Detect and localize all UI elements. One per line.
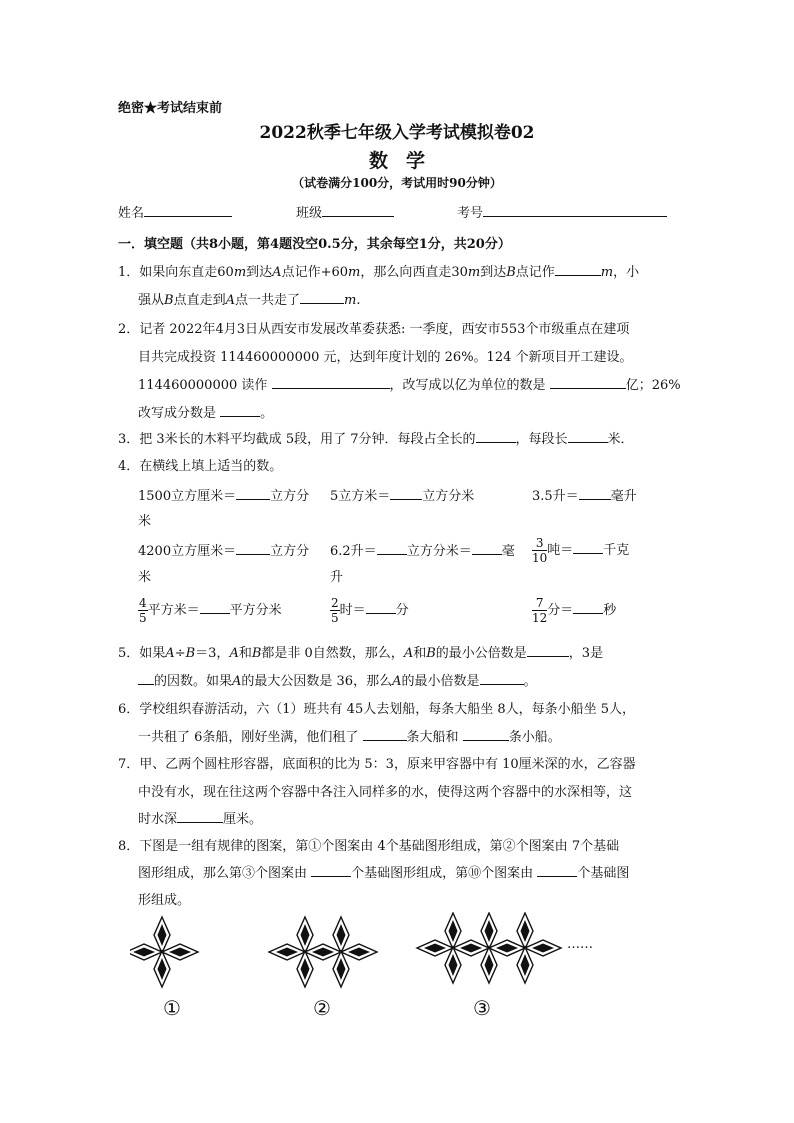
pattern-figure-3 — [417, 913, 561, 983]
q8-line3: 形组成。 — [138, 893, 191, 908]
answer-blank[interactable] — [480, 672, 524, 685]
answer-blank[interactable] — [311, 864, 351, 877]
pattern-figure-2 — [269, 917, 377, 987]
number-blank[interactable] — [483, 203, 667, 217]
answer-blank[interactable] — [363, 728, 407, 741]
fraction: $\frac{2}{5}$ — [331, 596, 339, 625]
class-blank[interactable] — [322, 203, 394, 217]
pattern-figures — [130, 912, 610, 992]
q4-r1c1: 1500立方厘米＝ 立方分 — [138, 489, 310, 504]
q4-r2c1-wrap: 米 — [138, 570, 152, 585]
answer-blank[interactable] — [272, 376, 390, 389]
fraction: $\frac{7}{12}$ — [532, 596, 548, 625]
q4-r3c1: $\frac{4}{5}$ 平方米＝ 平方分米 — [139, 596, 282, 625]
answer-blank[interactable] — [476, 430, 516, 443]
q4-r2c2: 6.2升＝ 立方分米＝ 毫 — [330, 544, 515, 559]
fraction: $\frac{4}{5}$ — [139, 596, 147, 625]
answer-blank[interactable] — [463, 728, 509, 741]
q8-line1: 8．下图是一组有规律的图案，第①个图案由 4个基础图形组成，第②个图案由 7个基础 — [118, 839, 620, 854]
subject-title: 数学 — [368, 150, 443, 172]
q6-line2: 一共租了 6条船，刚好坐满，他们租了 条大船和 条小船。 — [138, 730, 561, 745]
q5-line2: 的因数。如果A的最大公因数是 36，那么A的最小倍数是 。 — [138, 670, 537, 689]
section-heading: 一．填空题（共8小题，第4题没空0.5分，其余每空1分，共20分） — [118, 237, 511, 252]
q4-r3c3: $\frac{7}{12}$ 分＝ 秒 — [532, 596, 617, 625]
q4-r2c1: 4200立方厘米＝ 立方分 — [138, 544, 310, 559]
q5-line1: 5．如果A÷B＝3，A和B都是非 0自然数，那么，A和B的最小公倍数是 ，3是 — [118, 646, 604, 661]
answer-blank[interactable] — [200, 601, 230, 614]
q2-line1: 2．记者 2022年4月3日从西安市发展改革委获悉: 一季度，西安市553个市级重点在建项 — [118, 322, 630, 337]
answer-blank[interactable] — [177, 810, 223, 823]
answer-blank[interactable] — [568, 430, 608, 443]
answer-blank[interactable] — [377, 542, 407, 555]
answer-blank[interactable] — [236, 487, 270, 500]
confidential-mark: 绝密★考试结束前 — [118, 101, 223, 116]
q4-r2c2-wrap: 升 — [330, 570, 344, 585]
q4-r3c2: $\frac{2}{5}$ 时＝ 分 — [331, 596, 409, 625]
figure-label-2: ② — [313, 996, 331, 1020]
name-field[interactable] — [118, 202, 232, 221]
name-label: 姓名 — [118, 206, 145, 221]
q4-line1: 4．在横线上填上适当的数。 — [118, 459, 283, 474]
answer-blank[interactable] — [300, 291, 344, 304]
class-field[interactable] — [296, 202, 394, 221]
figure-label-1: ① — [163, 996, 181, 1020]
q6-line1: 6．学校组织春游活动，六（1）班共有 45人去划船，每条大船坐 8人，每条小船坐 5人， — [118, 702, 636, 717]
answer-blank[interactable] — [138, 672, 154, 685]
answer-blank[interactable] — [390, 487, 422, 500]
answer-blank[interactable] — [573, 601, 603, 614]
q1-line2: 强从B点直走到A点一共走了 m. — [138, 293, 361, 308]
number-field[interactable] — [457, 202, 667, 221]
fraction: $\frac{3}{10}$ — [532, 536, 548, 565]
figure-label-3: ③ — [473, 996, 491, 1020]
ellipsis: …… — [567, 937, 593, 952]
q7-line1: 7．甲、乙两个圆柱形容器，底面积的比为 5：3，原来甲容器中有 10厘米深的水，乙容器 — [118, 757, 636, 772]
q4-r2c3: $\frac{3}{10}$ 吨＝ 千克 — [532, 536, 630, 565]
exam-note: （试卷满分100分，考试用时90分钟） — [292, 176, 502, 190]
answer-blank[interactable] — [573, 541, 603, 554]
q2-line4: 改写成分数是 。 — [138, 406, 274, 421]
q4-r1c3: 3.5升＝ 毫升 — [532, 489, 637, 504]
q7-line3: 时水深 厘米。 — [138, 812, 263, 827]
q2-line3: 114460000000 读作 ，改写成以亿为单位的数是 亿；26% — [138, 378, 681, 393]
q4-r1c1-wrap: 米 — [138, 514, 152, 529]
answer-blank[interactable] — [579, 487, 611, 500]
answer-blank[interactable] — [550, 376, 626, 389]
answer-blank[interactable] — [537, 864, 577, 877]
exam-title: 2022秋季七年级入学考试模拟卷02 — [259, 123, 535, 143]
name-blank[interactable] — [144, 203, 232, 217]
answer-blank[interactable] — [220, 404, 260, 417]
q2-line2: 目共完成投资 114460000000 元，达到年度计划的 26%。124 个新项目开工建设。 — [138, 350, 633, 365]
number-label: 考号 — [457, 206, 484, 221]
q7-line2: 中没有水，现在往这两个容器中各注入同样多的水，使得这两个容器中的水深相等，这 — [138, 785, 633, 800]
q3-line1: 3．把 3米长的木料平均截成 5段，用了 7分钟．每段占全长的 ，每段长 米． — [118, 432, 634, 447]
q1-line1: 1．如果向东直走60m到达A点记作+60m，那么向西直走30m到达B点记作 m，小 — [118, 265, 640, 280]
class-label: 班级 — [296, 206, 323, 221]
q8-line2: 图形组成，那么第③个图案由 个基础图形组成，第⑩个图案由 个基础图 — [138, 866, 630, 881]
answer-blank[interactable] — [366, 601, 396, 614]
answer-blank[interactable] — [236, 542, 270, 555]
q4-r1c2: 5立方米＝ 立方分米 — [330, 489, 475, 504]
pattern-figure-1 — [130, 917, 198, 987]
answer-blank[interactable] — [472, 542, 502, 555]
answer-blank[interactable] — [555, 263, 601, 276]
answer-blank[interactable] — [527, 644, 569, 657]
